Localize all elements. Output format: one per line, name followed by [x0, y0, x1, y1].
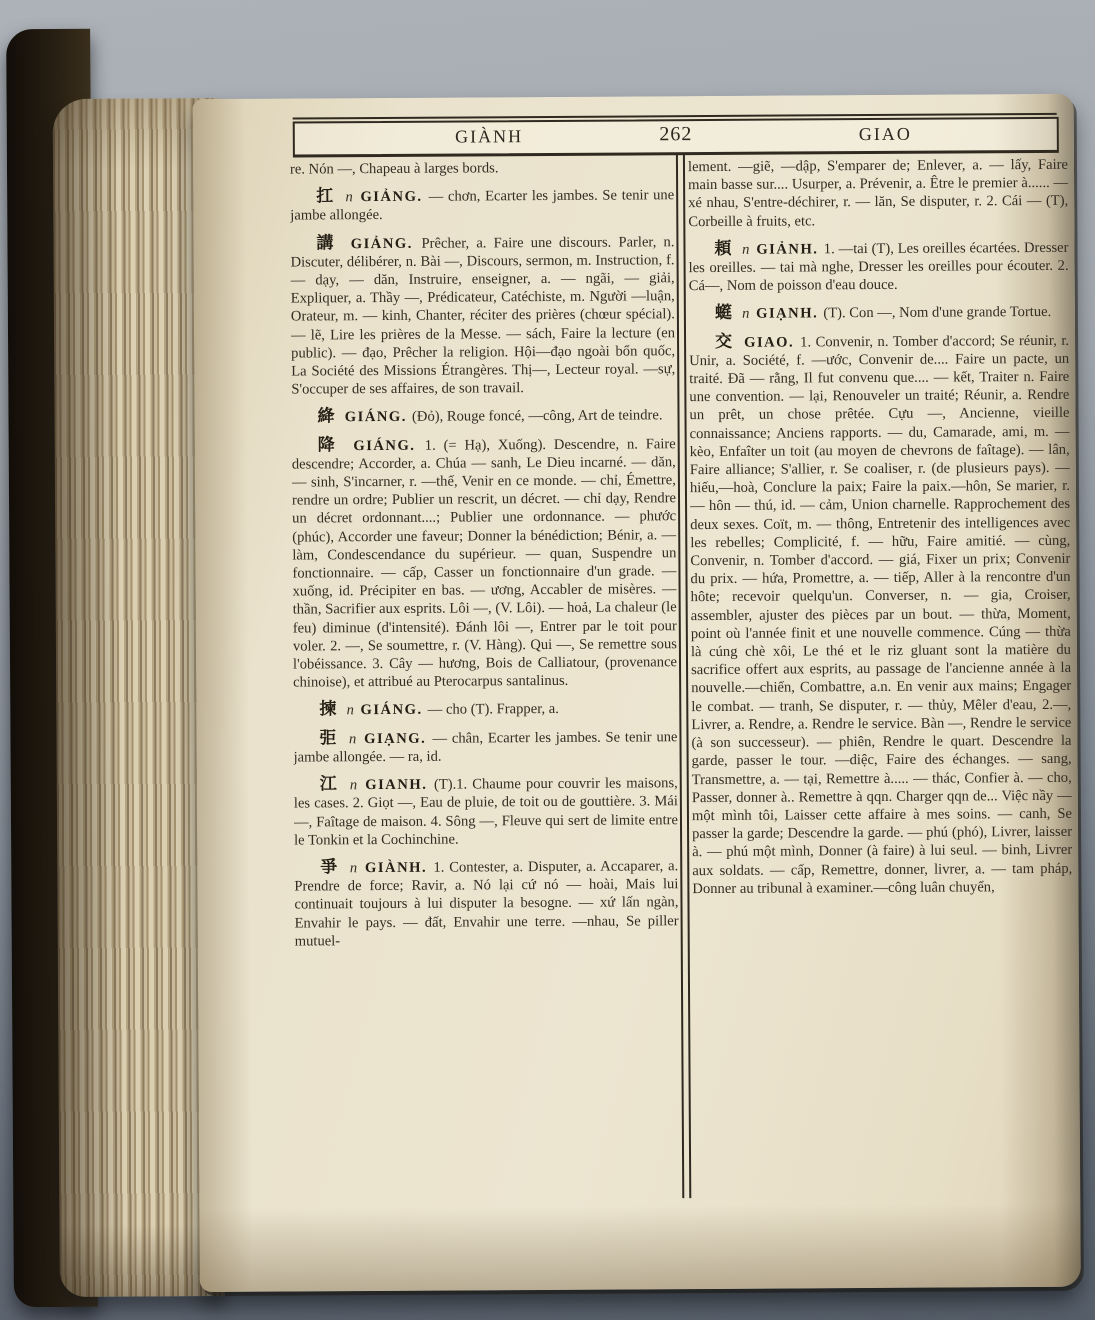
dictionary-entry	[294, 856, 679, 950]
cjk-headword-glyph: 扛	[316, 186, 342, 206]
dictionary-entry	[290, 185, 674, 225]
entry-text: 1. Contester, a. Disputer, a. Accaparer, a. Prendre de force; Ravir, a. Nó lại cứ nó — hoài, Mais lui continuait toujours à lui disputer la besogne. — xứ lấn ngàn, Envahir le pays. — đất, Envahir une terre. —nhau, Se piller mutuel-	[294, 858, 679, 950]
headword: GIẠNG.	[364, 730, 433, 747]
cjk-headword-glyph: 講	[316, 232, 347, 253]
entry-text: — chân, Ecarter les jambes. Se tenir une jambe allongée. — ra, id.	[293, 728, 678, 766]
cjk-headword-glyph: 降	[317, 434, 350, 455]
dictionary-entry	[689, 302, 1069, 324]
entry-text: Prêcher, a. Faire une discours. Parler, n. Discuter, délibérer, n. Bài —, Discours, sermon, m. Instruction, f. — dạy, — dăn, Instruire, enseigner, a. — ngãi, — giải, Expliquer, a. Thầy —, Prédicateur, Catéchiste, m. Người —luận, Orateur, m. — kinh, Chanter, réciter des prières (chœur spécial). — lẽ, Lire les prières de la Messe. — sách, Faire la lecture (en public). — đạo, Prêcher la religion. Hội—đạo ngoài bổn quốc, La Société des Missions Étrangères. Thị—, Lecteur royal. —sự, S'occuper de ses affaires, de son travail.	[290, 233, 676, 398]
headword: GIÀNH.	[364, 859, 434, 877]
nom-marker: n	[345, 189, 358, 206]
entry-text: — chơn, Ecarter les jambes. Se tenir une jambe allongée.	[290, 187, 675, 224]
nom-marker: n	[349, 860, 363, 877]
headword: GIẢNG.	[360, 188, 429, 206]
entry-text: lement. —giẽ, —dập, S'emparer de; Enlever, a. — lấy, Faire main basse sur.... Usurper, a. Prévenir, a. Être le premier à...... — xé nhau, S'entre-déchirer, r. — lăn, Se disputer, r. 2. Cái — (T), Corbeille à fruits, etc.	[687, 156, 1069, 230]
headword: GIAO.	[744, 334, 801, 351]
headword: GIÁNG.	[344, 409, 413, 426]
left-column	[290, 158, 680, 1220]
entry-text: — cho (T). Frapper, a.	[427, 701, 559, 719]
entry-text: (T).1. Chaume pour couvrir les maisons, les cases. 2. Giọt —, Eau de pluie, de toit ou de gouttière. 3. Mái —, Faîtage de maison. 4. Sông —, Fleuve qui sert de limite entre le Tonkin et la Cochinchine.	[293, 775, 679, 849]
entry-text: (T). Con —, Nom d'une grande Tortue.	[823, 304, 1052, 322]
headword: GIẢNG.	[350, 235, 422, 252]
headword: GIANH.	[365, 776, 434, 794]
cjk-headword-glyph: 爭	[320, 857, 346, 877]
cjk-headword-glyph: 弡	[319, 727, 346, 748]
entry-text: 1. (= Hạ), Xuống). Descendre, n. Faire descendre; Accorder, a. Chúa — sanh, Le Dieu incarné. — dăn, — sinh, S'incarner, r. —thế, Venir en ce monde. — chỉ, Émettre, rendre un ordre; Publier un rescrit, un décret. — chỉ dạy, Rendre un décret ordonnant....; Publier une ordonnance. — phước (phúc), Accorder une faveur; Donner la bénédiction; Bénir, a. — làm, Condescendance du supérieur. — quan, Suspendre un fonctionnaire. — cấp, Casser un fonctionnaire d'un grade. — xuống, id. Précipiter en bas. — ương, Accabler de misères. — thần, Sacrifier aux esprits. Lôi —, (V. Lôi). — hoả, La chaleur (le feu) diminue (d'intensité). Đánh lôi —, Entrer par le toit pour voler. 2. —, Se soumettre, r. (V. Hàng). Qui —, Se remettre sous l'obéissance. 3. Cây — hương, Bois de Calliatour, (provenance chinoise), et attribué au Pterocarpus santalinus.	[291, 435, 678, 691]
cjk-headword-glyph: 揀	[319, 699, 343, 719]
cjk-headword-glyph: 江	[319, 774, 346, 794]
dictionary-entry	[293, 699, 677, 721]
continuation-paragraph	[290, 158, 674, 179]
header-right-keyword: GIAO	[858, 123, 912, 145]
nom-marker: n	[346, 702, 358, 719]
entry-text: 1. —tai (T), Les oreilles écartées. Dresser les oreilles. — tai mà nghe, Dresser les oreilles pour écouter. 2. Cá—, Nom de poisson d'eau douce.	[688, 239, 1069, 295]
nom-marker: n	[348, 730, 362, 747]
running-header	[293, 117, 1059, 158]
headword: GIẠNH.	[756, 305, 824, 323]
dictionary-entry	[290, 232, 675, 399]
headword: GIẢNH.	[756, 241, 824, 258]
dictionary-entry	[688, 238, 1068, 296]
headword: GIÁNG.	[353, 437, 425, 454]
headword: GIÁNG.	[360, 702, 428, 719]
dictionary-entry	[292, 434, 678, 692]
nom-marker: n	[742, 241, 754, 258]
book-page	[193, 94, 1081, 1292]
entry-text: 1. Convenir, n. Tomber d'accord; Se réunir, r. Unir, a. Société, f. —ước, Convenir de.... Faire un pacte, un traité. Đã — rằng, Il fut convenu que.... — kết, Traiter n. Faire une convention. — lại, Renouveler un traité; Réunir, a. Rendre un prêt, un chose prêtée. Cựu —, Ancienne, vieille connaissance; Anciens rapports. — du, Camarade, ami, m. — kèo, Enfaîter un toit (au moyen de chevrons de faîtage). — lân, Faire alliance; S'allier, r. Se coaliser, r. (de plusieurs pays). —hiếu,—hoà, Conclure la paix; Faire la paix.—hôn, Se marier, r. — hôn — thú, id. — cảm, Union charnelle. Rapprochement des deux sexes. Coït, m. — thông, Entretenir des intelligences avec les rebelles; Complicité, f. — hữu, Faire amitié. — cùng, Convenir, n. Tomber d'accord. — giá, Fixer un prix; Convenir du prix. — hứa, Promettre, a. — tiếp, Aller à la rencontre d'un hôte; recevoir quelqu'un. Converser, n. — gia, Croiser, assembler, ajuster des pièces par un bout. — thừa, Moment, point où l'année finit et une nouvelle commence. Cúng — thừa là cúng chè xôi, Le thé et le riz gluant sont la matière du sacrifice offert aux esprits, au passage de l'ancienne année à la nouvelle.—chiến, Combattre, a.n. En venir aux mains; Engager le combat. — tranh, Se disputer, r. — thủy, Mêler d'eau, 2.—, Livrer, a. Rendre, a. Rendre le service. Bàn —, Rendre le service (à son successeur). — phiên, Rendre le quart. Descendre la garde, passer le tour. —diệc, Faire des échanges. — sang, Transmettre, a. — tại, Remettre à..... — thác, Confier à. — cho, Passer, donner à.. Remettre à qqn. Charger qqn de... Việc nầy — một mình tôi, Laisser cette affaire à mes soins. — canh, Se passer la garde; Descendre la garde. — phú (phó), Livrer, laisser à. — phú một mình, Donner (à faire) à lui seul. — binh, Livrer aux soldats. — cấp, Remettre, donner, livrer, a. — tam pháp, Donner au tribunal à examiner.—công luân chuyển,	[689, 332, 1073, 897]
entry-text: re. Nón —, Chapeau à larges bords.	[289, 160, 499, 178]
cjk-headword-glyph: 交	[714, 331, 741, 351]
cjk-headword-glyph: 絳	[317, 406, 341, 426]
dictionary-entry	[291, 406, 675, 428]
header-left-keyword: GIÀNH	[455, 126, 524, 147]
nom-marker: n	[742, 306, 754, 323]
dictionary-entry	[294, 773, 678, 849]
dictionary-entry	[293, 727, 677, 767]
entry-text: (Đỏ), Rouge foncé, —công, Art de teindre.	[411, 407, 663, 426]
nom-marker: n	[349, 777, 363, 794]
cjk-headword-glyph: 頛	[714, 238, 739, 258]
continuation-paragraph	[688, 156, 1068, 231]
right-column	[688, 156, 1074, 1218]
page-number: 262	[659, 123, 693, 146]
cjk-headword-glyph: 䗴	[714, 303, 739, 323]
dictionary-entry	[689, 330, 1072, 898]
